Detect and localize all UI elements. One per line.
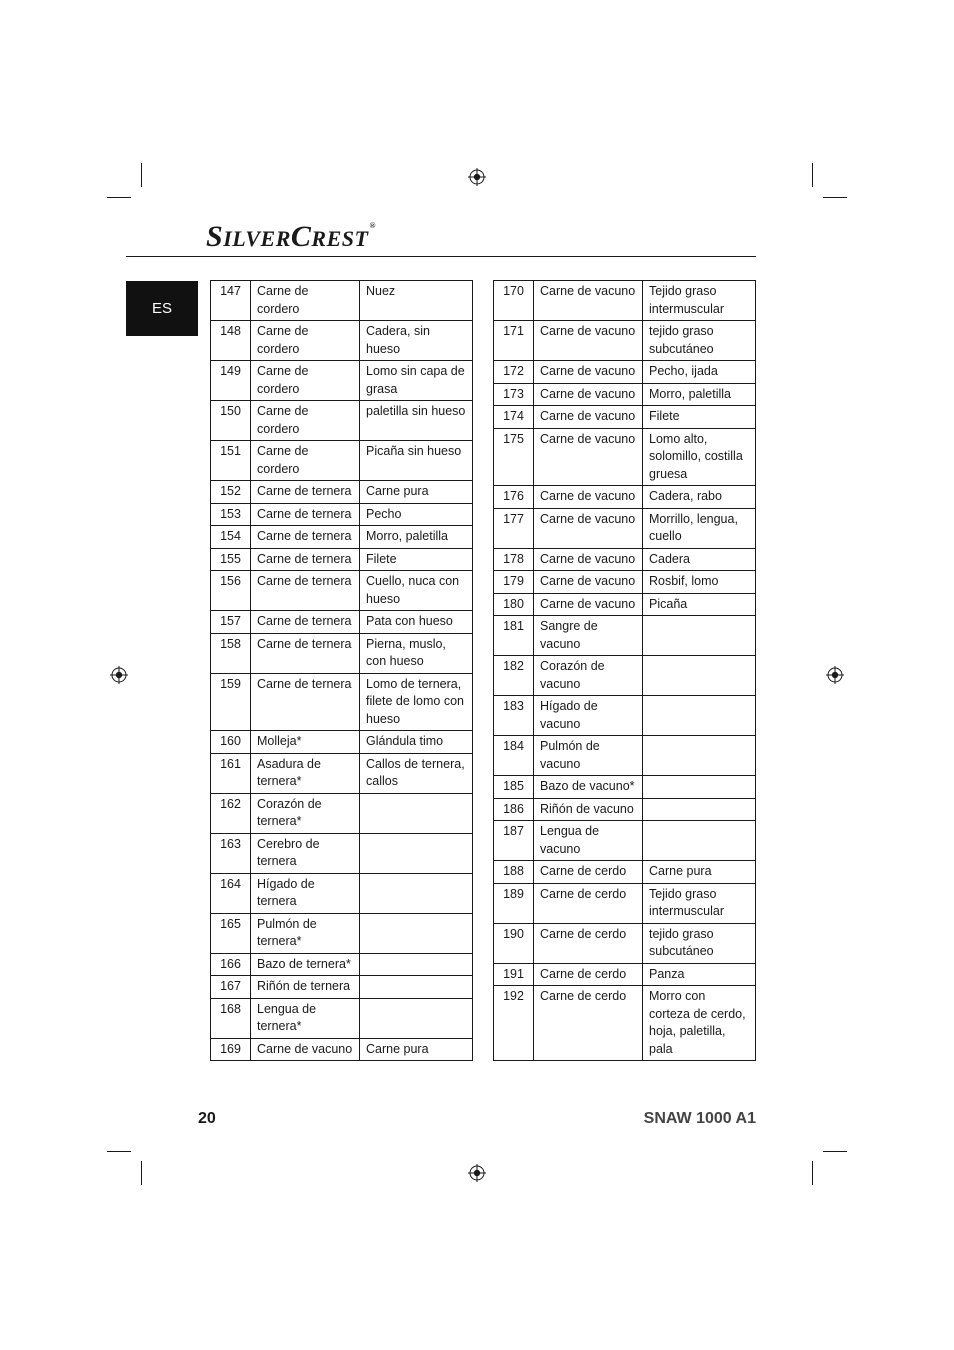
meat-cut-cell: Filete: [643, 406, 756, 429]
program-number-cell: 187: [494, 821, 534, 861]
meat-type-cell: Pulmón de vacuno: [534, 736, 643, 776]
meat-type-cell: Carne de ternera: [251, 633, 360, 673]
table-row: [211, 793, 473, 833]
meat-cut-cell: Pata con hueso: [360, 611, 473, 634]
brand-rest-2: REST: [311, 226, 369, 251]
meat-type-cell: Carne de cerdo: [534, 986, 643, 1061]
meat-cut-cell: [360, 998, 473, 1038]
program-number-cell: 151: [211, 441, 251, 481]
meat-cut-cell: paletilla sin hueso: [360, 401, 473, 441]
meat-cut-cell: [643, 616, 756, 656]
meat-cut-cell: Rosbif, lomo: [643, 571, 756, 594]
meat-cut-cell: Picaña: [643, 593, 756, 616]
crop-mark: [823, 1151, 847, 1152]
program-number-cell: 184: [494, 736, 534, 776]
meat-cut-cell: [360, 976, 473, 999]
meat-cut-cell: Morro, paletilla: [360, 526, 473, 549]
meat-type-cell: Carne de vacuno: [534, 428, 643, 486]
meat-cut-cell: Lomo de ternera, filete de lomo con hueso: [360, 673, 473, 731]
meat-cut-cell: Nuez: [360, 281, 473, 321]
table-row: [211, 321, 473, 361]
table-row: [211, 731, 473, 754]
table-row: [494, 963, 756, 986]
meat-type-cell: Carne de vacuno: [534, 486, 643, 509]
meat-type-cell: Carne de cerdo: [534, 883, 643, 923]
meat-cut-cell: Glándula timo: [360, 731, 473, 754]
meat-type-cell: Riñón de ternera: [251, 976, 360, 999]
table-row: [211, 913, 473, 953]
meat-type-cell: Sangre de vacuno: [534, 616, 643, 656]
table-row: [494, 696, 756, 736]
page-number: 20: [198, 1110, 216, 1127]
program-number-cell: 172: [494, 361, 534, 384]
table-row: [494, 281, 756, 321]
meat-cut-cell: Panza: [643, 963, 756, 986]
program-number-cell: 162: [211, 793, 251, 833]
model-name: SNAW 1000 A1: [643, 1110, 756, 1127]
table-row: [211, 833, 473, 873]
brand-logo: [206, 222, 376, 252]
table-row: [494, 508, 756, 548]
registration-mark-icon: [468, 1164, 486, 1182]
meat-cut-cell: Picaña sin hueso: [360, 441, 473, 481]
program-number-cell: 179: [494, 571, 534, 594]
meat-cut-cell: Filete: [360, 548, 473, 571]
meat-cut-cell: Carne pura: [360, 1038, 473, 1061]
program-number-cell: 164: [211, 873, 251, 913]
table-row: [494, 798, 756, 821]
program-number-cell: 148: [211, 321, 251, 361]
meat-cut-cell: Cadera: [643, 548, 756, 571]
program-number-cell: 149: [211, 361, 251, 401]
program-number-cell: 167: [211, 976, 251, 999]
table-row: [494, 736, 756, 776]
meat-type-cell: Pulmón de ternera*: [251, 913, 360, 953]
meat-cut-cell: [360, 953, 473, 976]
meat-type-cell: Carne de vacuno: [534, 321, 643, 361]
table-row: [211, 1038, 473, 1061]
meat-type-cell: Bazo de ternera*: [251, 953, 360, 976]
meat-cut-cell: tejido graso subcutáneo: [643, 321, 756, 361]
table-row: [211, 673, 473, 731]
meat-type-cell: Carne de vacuno: [534, 361, 643, 384]
table-row: [494, 861, 756, 884]
meat-type-cell: Hígado de vacuno: [534, 696, 643, 736]
program-number-cell: 185: [494, 776, 534, 799]
program-number-cell: 178: [494, 548, 534, 571]
brand-cap-1: S: [206, 220, 224, 253]
meat-type-cell: Carne de cerdo: [534, 861, 643, 884]
meat-cut-cell: Morro, paletilla: [643, 383, 756, 406]
meat-type-cell: Carne de ternera: [251, 548, 360, 571]
meat-cut-cell: Carne pura: [360, 481, 473, 504]
crop-mark: [107, 1151, 131, 1152]
meat-cut-cell: Callos de ternera, callos: [360, 753, 473, 793]
meat-cut-cell: Morro con corteza de cerdo, hoja, paletilla, pala: [643, 986, 756, 1061]
table-row: [494, 616, 756, 656]
meat-cut-cell: Pierna, muslo, con hueso: [360, 633, 473, 673]
program-number-cell: 157: [211, 611, 251, 634]
meat-type-cell: Carne de cordero: [251, 441, 360, 481]
table-row: [494, 986, 756, 1061]
meat-cut-cell: Tejido graso intermuscular: [643, 281, 756, 321]
meat-type-cell: Carne de ternera: [251, 503, 360, 526]
program-number-cell: 177: [494, 508, 534, 548]
program-number-cell: 182: [494, 656, 534, 696]
program-number-cell: 183: [494, 696, 534, 736]
table-row: [211, 361, 473, 401]
table-row: [494, 406, 756, 429]
table-row: [211, 526, 473, 549]
program-number-cell: 190: [494, 923, 534, 963]
table-row: [211, 548, 473, 571]
meat-type-cell: Carne de vacuno: [251, 1038, 360, 1061]
program-number-cell: 180: [494, 593, 534, 616]
meat-type-cell: Carne de vacuno: [534, 383, 643, 406]
language-tab: [126, 281, 198, 336]
table-row: [494, 883, 756, 923]
program-number-cell: 166: [211, 953, 251, 976]
meat-cut-cell: [360, 793, 473, 833]
meat-cut-cell: [643, 798, 756, 821]
meat-type-cell: Bazo de vacuno*: [534, 776, 643, 799]
crop-mark: [812, 163, 813, 187]
program-number-cell: 171: [494, 321, 534, 361]
meat-cut-cell: Lomo alto, solomillo, costilla gruesa: [643, 428, 756, 486]
meat-cut-cell: Tejido graso intermuscular: [643, 883, 756, 923]
meat-type-cell: Lengua de ternera*: [251, 998, 360, 1038]
program-number-cell: 176: [494, 486, 534, 509]
table-row: [211, 611, 473, 634]
language-tab-label: ES: [151, 300, 172, 317]
table-row: [494, 321, 756, 361]
meat-cut-cell: Pecho, ijada: [643, 361, 756, 384]
meat-type-cell: Asadura de ternera*: [251, 753, 360, 793]
crop-mark: [107, 197, 131, 198]
program-number-cell: 161: [211, 753, 251, 793]
program-number-cell: 186: [494, 798, 534, 821]
header-rule: [126, 256, 756, 257]
table-row: [494, 821, 756, 861]
program-number-cell: 158: [211, 633, 251, 673]
crop-mark: [141, 163, 142, 187]
meat-type-cell: Carne de vacuno: [534, 571, 643, 594]
crop-mark: [141, 1161, 142, 1185]
table-row: [494, 383, 756, 406]
program-number-cell: 160: [211, 731, 251, 754]
meat-type-cell: Hígado de ternera: [251, 873, 360, 913]
meat-type-cell: Carne de ternera: [251, 611, 360, 634]
table-row: [494, 428, 756, 486]
crop-mark: [812, 1161, 813, 1185]
meat-type-cell: Carne de ternera: [251, 673, 360, 731]
registered-mark: ®: [369, 221, 376, 230]
program-number-cell: 169: [211, 1038, 251, 1061]
meat-type-cell: Carne de cerdo: [534, 963, 643, 986]
table-row: [211, 401, 473, 441]
table-row: [211, 441, 473, 481]
meat-cut-cell: [643, 821, 756, 861]
meat-cut-cell: [643, 776, 756, 799]
table-row: [494, 776, 756, 799]
meat-cut-cell: [643, 696, 756, 736]
program-number-cell: 154: [211, 526, 251, 549]
meat-type-cell: Cerebro de ternera: [251, 833, 360, 873]
meat-type-cell: Carne de ternera: [251, 481, 360, 504]
meat-cut-cell: Lomo sin capa de grasa: [360, 361, 473, 401]
table-row: [211, 481, 473, 504]
crop-mark: [823, 197, 847, 198]
table-row: [211, 873, 473, 913]
table-row: [494, 571, 756, 594]
program-number-cell: 175: [494, 428, 534, 486]
program-number-cell: 163: [211, 833, 251, 873]
meat-cut-cell: Cadera, sin hueso: [360, 321, 473, 361]
program-number-cell: 181: [494, 616, 534, 656]
meat-cut-cell: tejido graso subcutáneo: [643, 923, 756, 963]
program-number-cell: 192: [494, 986, 534, 1061]
meat-type-cell: Carne de vacuno: [534, 508, 643, 548]
program-number-cell: 159: [211, 673, 251, 731]
program-number-cell: 165: [211, 913, 251, 953]
program-number-cell: 168: [211, 998, 251, 1038]
meat-type-cell: Riñón de vacuno: [534, 798, 643, 821]
meat-type-cell: Carne de cordero: [251, 321, 360, 361]
meat-cut-cell: [643, 736, 756, 776]
registration-mark-icon: [468, 168, 486, 186]
table-row: [494, 548, 756, 571]
meat-cut-cell: Cadera, rabo: [643, 486, 756, 509]
program-number-cell: 152: [211, 481, 251, 504]
program-number-cell: 188: [494, 861, 534, 884]
registration-mark-icon: [826, 666, 844, 684]
meat-type-cell: Carne de vacuno: [534, 593, 643, 616]
meat-cut-cell: Morrillo, lengua, cuello: [643, 508, 756, 548]
program-number-cell: 156: [211, 571, 251, 611]
meat-type-cell: Carne de vacuno: [534, 548, 643, 571]
program-number-cell: 155: [211, 548, 251, 571]
meat-type-cell: Carne de ternera: [251, 526, 360, 549]
table-row: [494, 923, 756, 963]
table-row: [494, 361, 756, 384]
program-number-cell: 173: [494, 383, 534, 406]
table-right: [493, 280, 756, 1061]
table-left: [210, 280, 473, 1061]
brand-cap-2: C: [290, 220, 312, 253]
program-number-cell: 153: [211, 503, 251, 526]
table-row: [211, 753, 473, 793]
meat-cut-cell: [643, 656, 756, 696]
program-number-cell: 170: [494, 281, 534, 321]
table-row: [494, 486, 756, 509]
meat-type-cell: Carne de ternera: [251, 571, 360, 611]
meat-type-cell: Carne de vacuno: [534, 406, 643, 429]
meat-type-cell: Corazón de vacuno: [534, 656, 643, 696]
meat-type-cell: Carne de vacuno: [534, 281, 643, 321]
meat-type-cell: Carne de cordero: [251, 401, 360, 441]
program-number-cell: 174: [494, 406, 534, 429]
table-row: [211, 503, 473, 526]
table-row: [211, 281, 473, 321]
program-number-cell: 150: [211, 401, 251, 441]
meat-cut-cell: Pecho: [360, 503, 473, 526]
meat-cut-cell: [360, 833, 473, 873]
table-row: [494, 656, 756, 696]
meat-type-cell: Carne de cordero: [251, 281, 360, 321]
meat-type-cell: Corazón de ternera*: [251, 793, 360, 833]
meat-cut-cell: Carne pura: [643, 861, 756, 884]
meat-cut-cell: Cuello, nuca con hueso: [360, 571, 473, 611]
table-row: [211, 976, 473, 999]
table-row: [494, 593, 756, 616]
program-number-cell: 191: [494, 963, 534, 986]
brand-rest-1: ILVER: [223, 226, 291, 251]
table-row: [211, 953, 473, 976]
meat-type-cell: Carne de cerdo: [534, 923, 643, 963]
meat-cut-cell: [360, 913, 473, 953]
table-row: [211, 998, 473, 1038]
table-row: [211, 571, 473, 611]
meat-type-cell: Carne de cordero: [251, 361, 360, 401]
registration-mark-icon: [110, 666, 128, 684]
table-row: [211, 633, 473, 673]
meat-type-cell: Molleja*: [251, 731, 360, 754]
meat-type-cell: Lengua de vacuno: [534, 821, 643, 861]
program-number-cell: 189: [494, 883, 534, 923]
program-number-cell: 147: [211, 281, 251, 321]
meat-cut-cell: [360, 873, 473, 913]
